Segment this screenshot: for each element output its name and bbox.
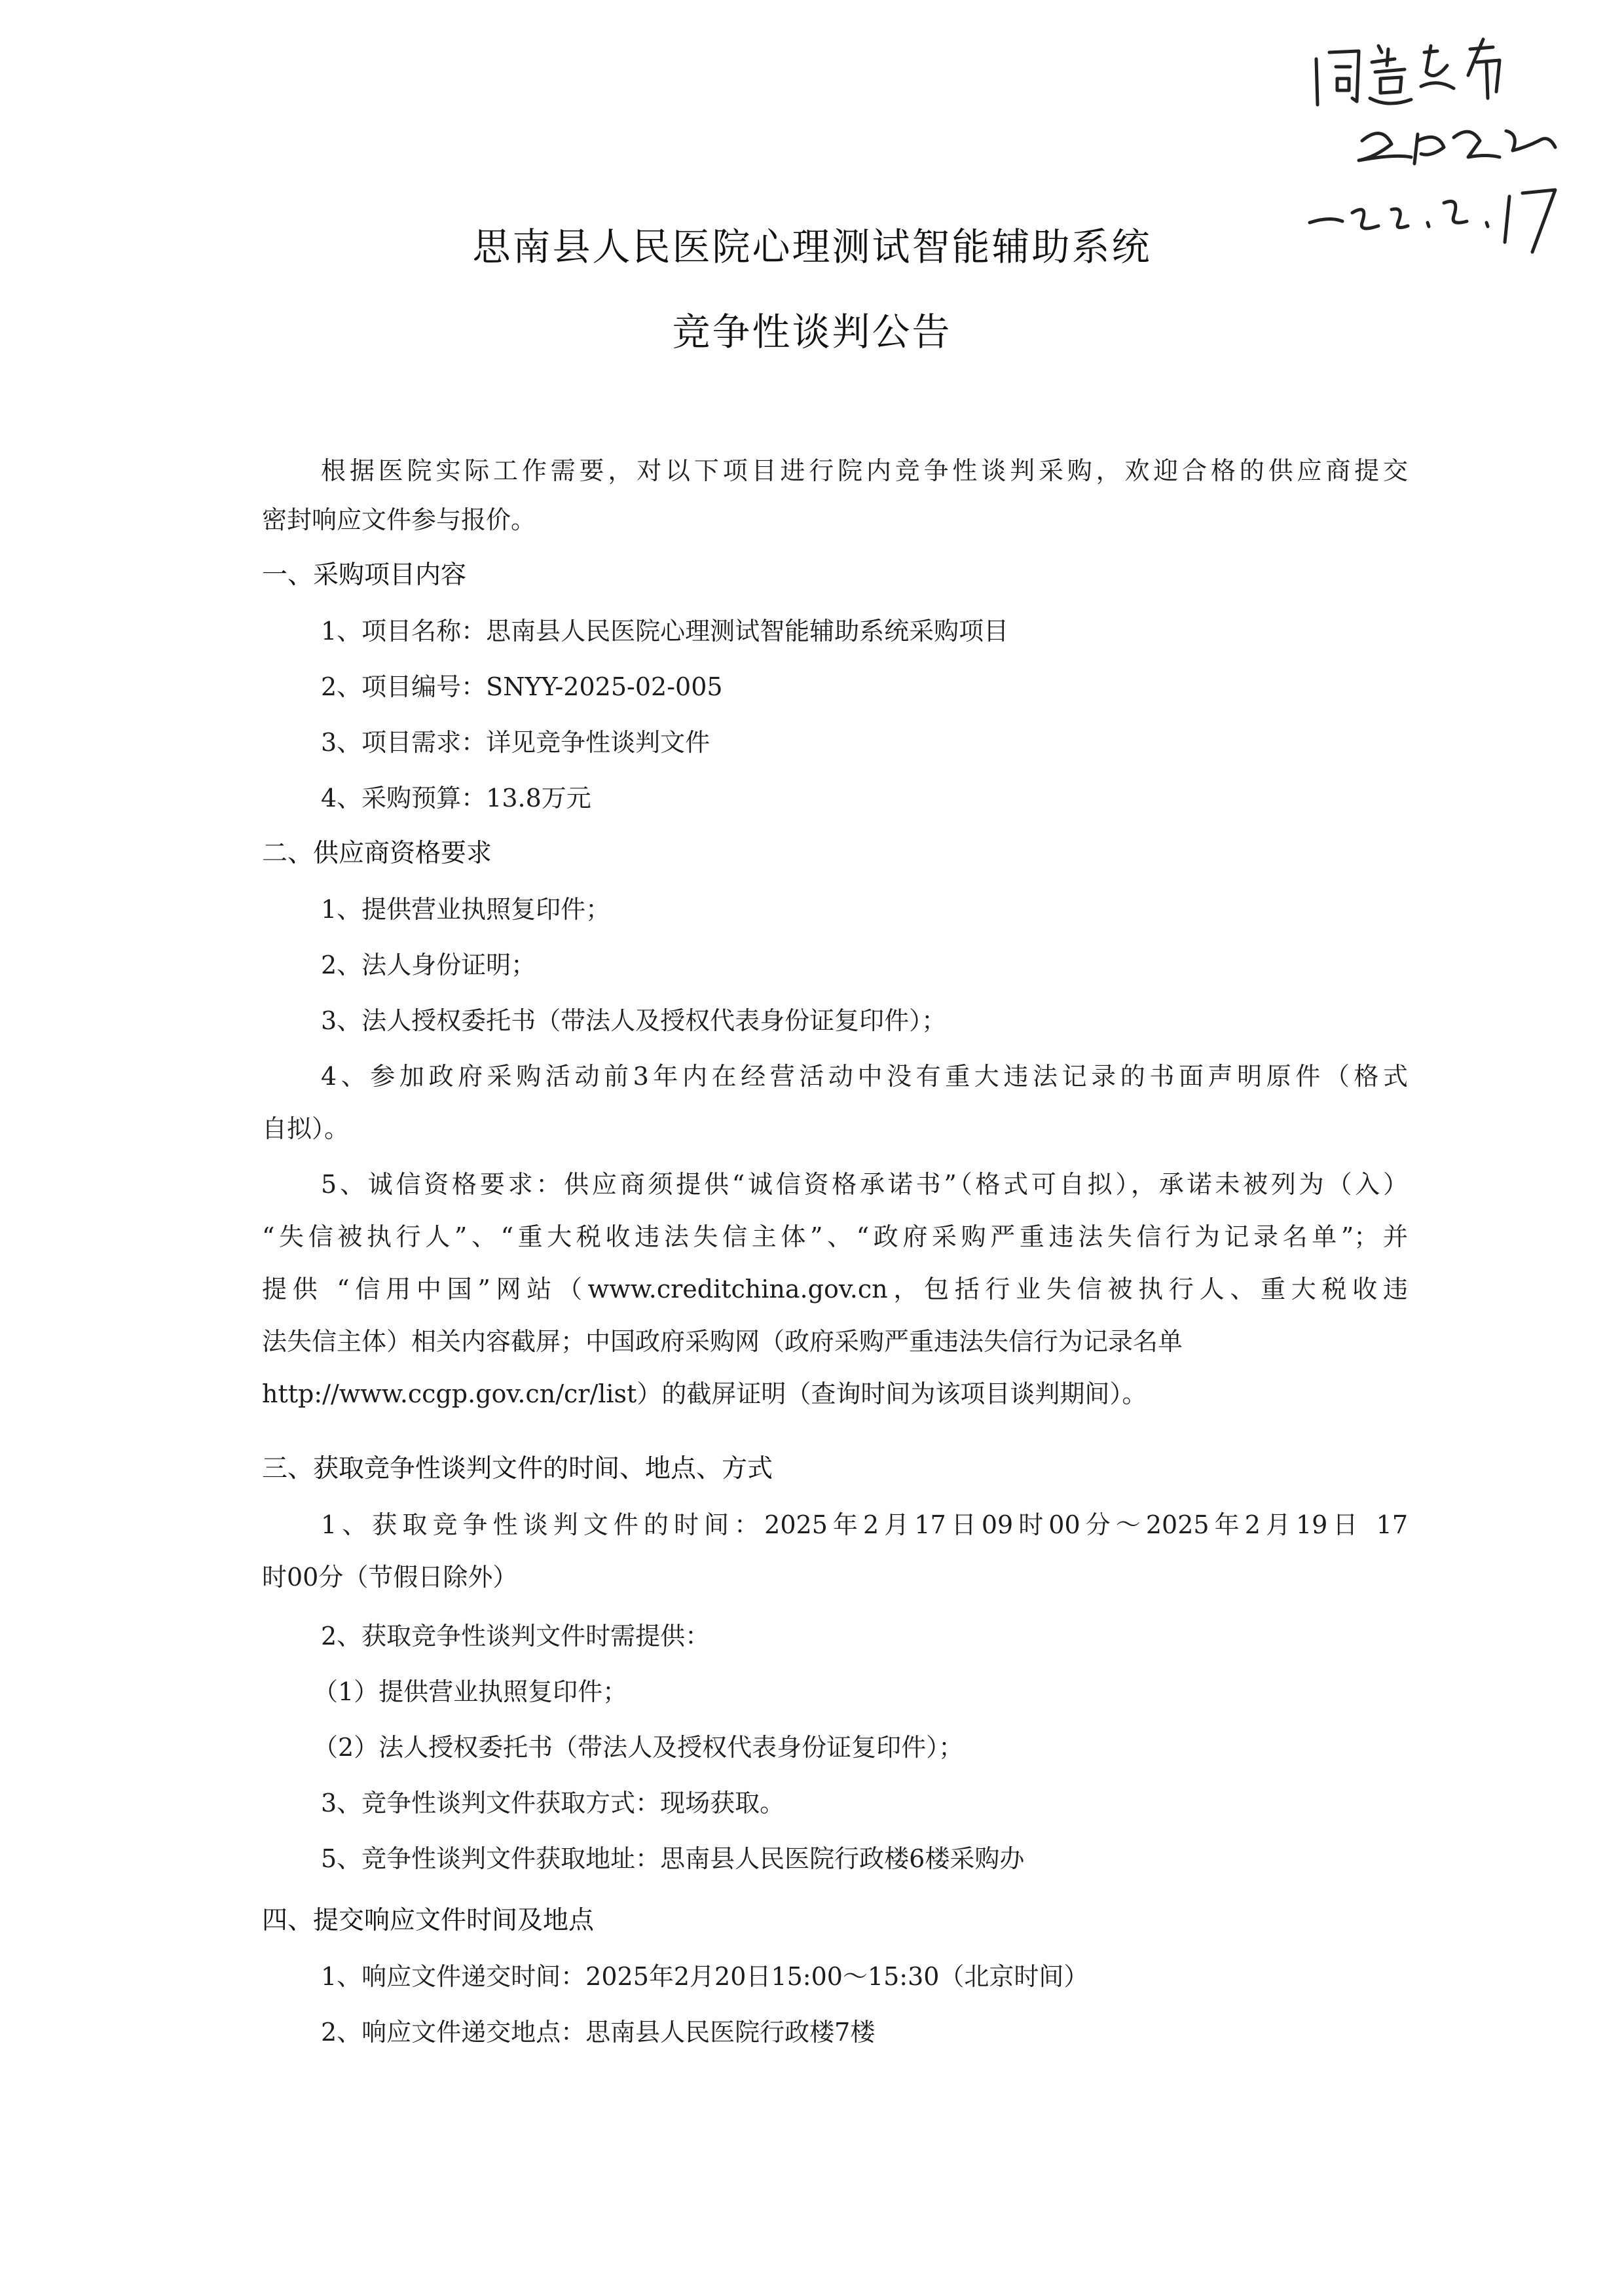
section3-sub1: （1）提供营业执照复印件； xyxy=(313,1677,628,1706)
section2-item4-line2: 自拟）。 xyxy=(262,1114,350,1143)
page-title-line1: 思南县人民医院心理测试智能辅助系统 xyxy=(472,225,1152,269)
section1-item1: 1、项目名称：思南县人民医院心理测试智能辅助系统采购项目 xyxy=(321,617,1009,646)
section3-item3: 3、竞争性谈判文件获取方式：现场获取。 xyxy=(321,1789,785,1817)
section3-sub2: （2）法人授权委托书（带法人及授权代表身份证复印件）； xyxy=(313,1733,964,1762)
section4-item2: 2、响应文件递交地点：思南县人民医院行政楼7楼 xyxy=(321,2018,876,2047)
section2-item5-line1: 5、诚信资格要求：供应商须提供“诚信资格承诺书”（格式可自拟），承诺未被列为（入） xyxy=(321,1170,1408,1199)
section2-item3: 3、法人授权委托书（带法人及授权代表身份证复印件）； xyxy=(321,1006,947,1035)
section1-item3: 3、项目需求：详见竞争性谈判文件 xyxy=(321,728,710,757)
section3-item2: 2、获取竞争性谈判文件时需提供： xyxy=(321,1622,710,1650)
section2-item5-line4: 法失信主体）相关内容截屏；中国政府采购网（政府采购严重违法失信行为记录名单 xyxy=(262,1327,1183,1356)
section2-item1: 1、提供营业执照复印件； xyxy=(321,895,611,924)
section1-item2: 2、项目编号：SNYY-2025-02-005 xyxy=(321,672,723,701)
section2-item5-line5: http://www.ccgp.gov.cn/cr/list）的截屏证明（查询时间为该项目谈判期间）。 xyxy=(262,1379,1147,1408)
section1-item4: 4、采购预算：13.8万元 xyxy=(321,784,591,812)
section4-heading: 四、提交响应文件时间及地点 xyxy=(262,1906,595,1935)
section4-item1: 1、响应文件递交时间：2025年2月20日15:00～15:30（北京时间） xyxy=(321,1962,1089,1991)
intro-line1: 根据医院实际工作需要，对以下项目进行院内竞争性谈判采购，欢迎合格的供应商提交 xyxy=(321,456,1408,485)
section3-item5: 5、竞争性谈判文件获取地址：思南县人民医院行政楼6楼采购办 xyxy=(321,1844,1025,1873)
section3-item1-line1: 1、获取竞争性谈判文件的时间：2025年2月17日09时00分～2025年2月19日 17 xyxy=(321,1510,1408,1539)
section2-item5-line2: “失信被执行人”、“重大税收违法失信主体”、“政府采购严重违法失信行为记录名单”；并 xyxy=(262,1222,1408,1251)
section3-heading: 三、获取竞争性谈判文件的时间、地点、方式 xyxy=(262,1454,773,1484)
intro-line2: 密封响应文件参与报价。 xyxy=(262,505,536,534)
section1-heading: 一、采购项目内容 xyxy=(262,560,467,590)
section2-item5-line3: 提供 “信用中国”网站（www.creditchina.gov.cn，包括行业失信被执行人、重大税收违 xyxy=(262,1275,1408,1303)
page-title-line2: 竞争性谈判公告 xyxy=(672,310,952,354)
section2-item4-line1: 4、参加政府采购活动前3年内在经营活动中没有重大违法记录的书面声明原件（格式 xyxy=(321,1062,1408,1091)
section3-item1-line2: 时00分（节假日除外） xyxy=(262,1563,518,1592)
section2-heading: 二、供应商资格要求 xyxy=(262,839,492,868)
section2-item2: 2、法人身份证明； xyxy=(321,951,536,979)
